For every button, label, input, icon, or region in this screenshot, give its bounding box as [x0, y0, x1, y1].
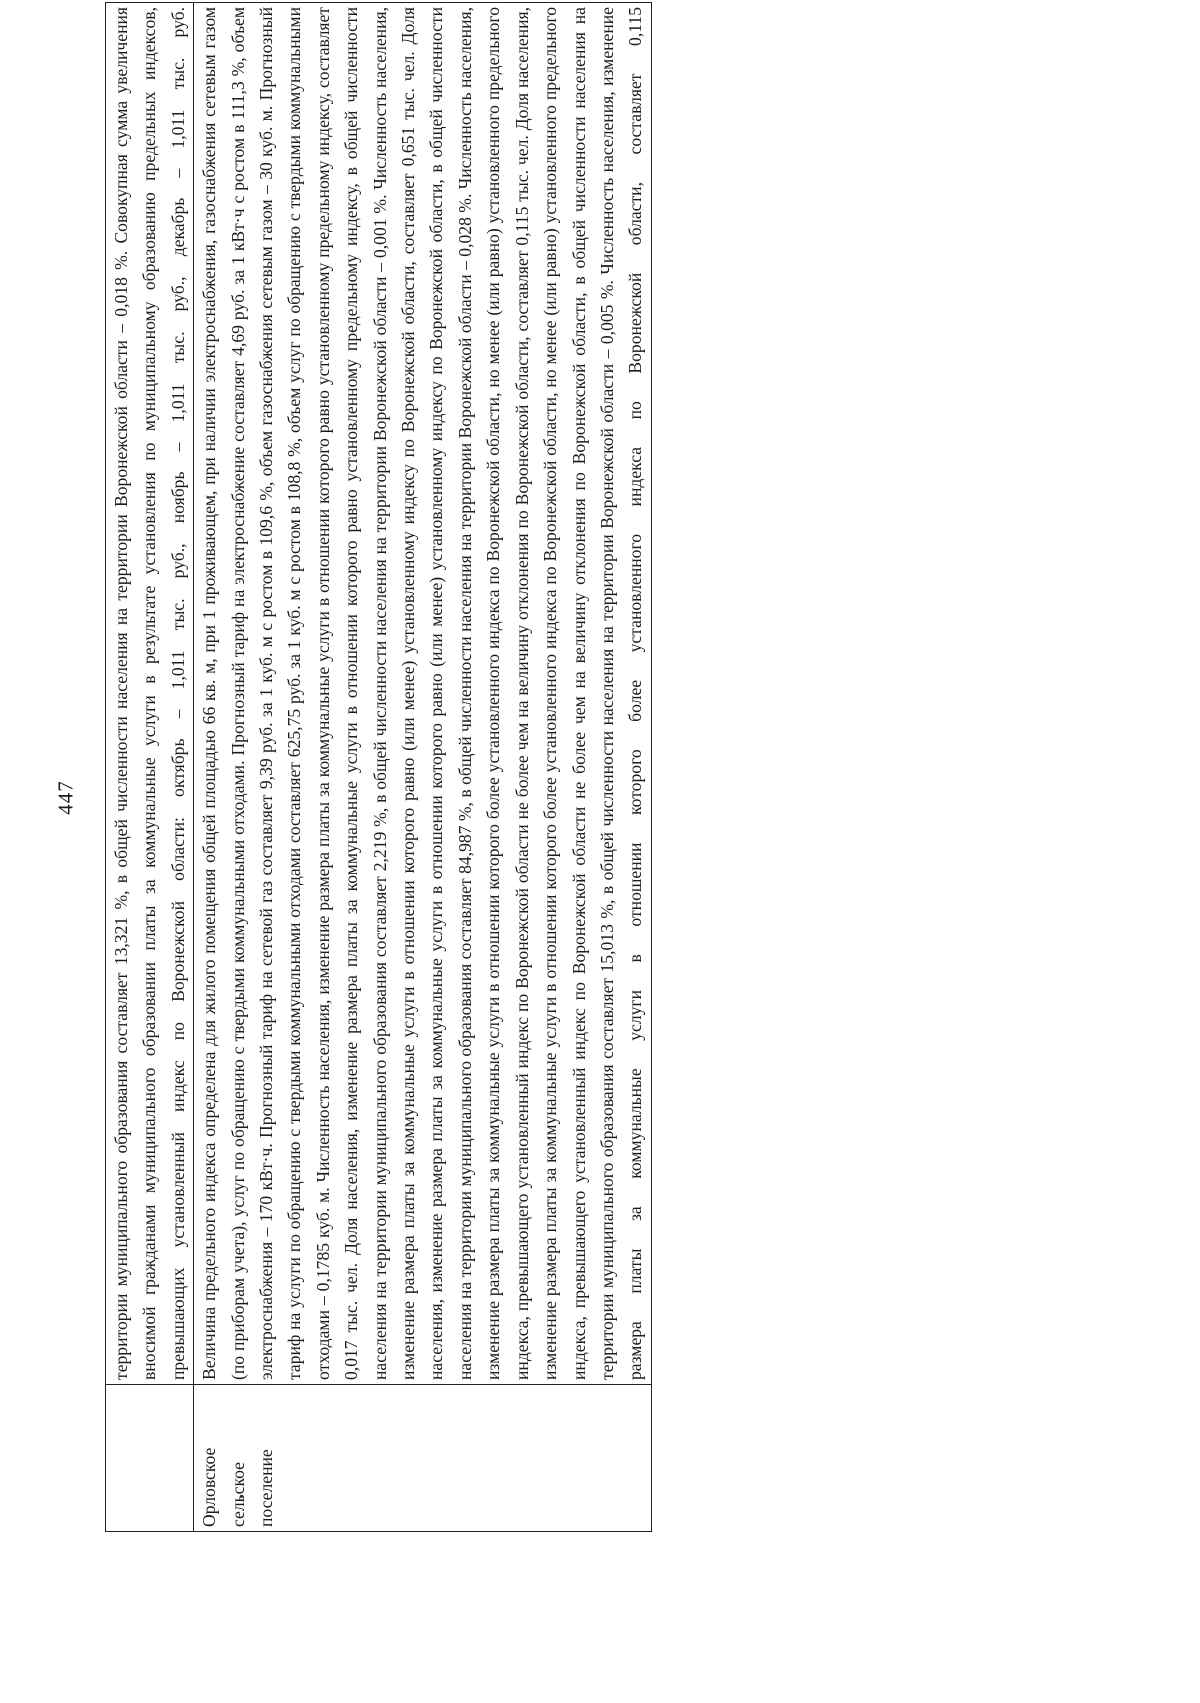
- municipality-name-cell: Орловское сельское поселение: [194, 1385, 652, 1532]
- page-number: 447: [53, 780, 78, 815]
- municipality-name-cell: [106, 1385, 194, 1532]
- table-row: [106, 3, 194, 1532]
- description-cell: территории муниципального образования составляет 13,321 %, в общей численности населения на территории Воронежской области – 0,018 %. Совокупная сумма увеличения вносимой гражданами муниципального образовании платы за коммунальные услуги в результате установления по муниципальному образованию предельных индексов, превышающих установленный индекс по Воронежской области: октябрь – 1,011 тыс. руб., ноябрь – 1,011 тыс. руб., декабрь – 1,011 тыс. руб.: [106, 3, 194, 1385]
- data-table: [105, 2, 652, 1532]
- description-cell: Величина предельного индекса определена для жилого помещения общей площадью 66 кв. м, при 1 проживающем, при наличии электроснабжения, газоснабжения сетевым газом (по приборам учета), услуг по обращению с твердыми коммунальными отходами. Прогнозный тариф на электроснабжение составляет 4,69 руб. за 1 кВт·ч с ростом в 111,3 %, объем электроснабжения – 170 кВт·ч. Прогнозный тариф на сетевой газ составляет 9,39 руб. за 1 куб. м с ростом в 109,6 %, объем газоснабжения сетевым газом – 30 куб. м. Прогнозный тариф на услуги по обращению с твердыми коммунальными отходами составляет 625,75 руб. за 1 куб. м с ростом в 108,8 %, объем услуг по обращению с твердыми коммунальными отходами – 0,1785 куб. м. Численность населения, изменение размера платы за коммунальные услуги в отношении которого равно установленному предельному индексу, составляет 0,017 тыс. чел. Доля населения, изменение размера платы за коммунальные услуги в отношении которого равно установленному предельному индексу, в общей численности населения на территории муниципального образования составляет 2,219 %, в общей численности населения на территории Воронежской области – 0,001 %. Численность населения, изменение размера платы за коммунальные услуги в отношении которого равно (или менее) установленному индексу по Воронежской области, составляет 0,651 тыс. чел. Доля населения, изменение размера платы за коммунальные услуги в отношении которого равно (или менее) установленному индексу по Воронежской области, в общей численности населения на территории муниципального образования составляет 84,987 %, в общей численности населения на территории Воронежской области – 0,028 %. Численность населения, изменение размера платы за коммунальные услуги в отношении которого более установленного индекса по Воронежской области, но менее (или равно) установленного предельного индекса, превышающего установленный индекс по Воронежской области не более чем на величину отклонения по Воронежской области, составляет 0,115 тыс. чел. Доля населения, изменение размера платы за коммунальные услуги в отношении которого более установленного индекса по Воронежской области, но менее (или равно) установленного предельного индекса, превышающего установленный индекс по Воронежской области не более чем на величину отклонения по Воронежской области, в общей численности населения на территории муниципального образования составляет 15,013 %, в общей численности населения на территории Воронежской области – 0,005 %. Численность населения, изменение размера платы за коммунальные услуги в отношении которого более установленного индекса по Воронежской области, составляет 0,115: [194, 3, 652, 1385]
- rotated-page-content: [105, 2, 1105, 1532]
- table-row: [194, 3, 652, 1532]
